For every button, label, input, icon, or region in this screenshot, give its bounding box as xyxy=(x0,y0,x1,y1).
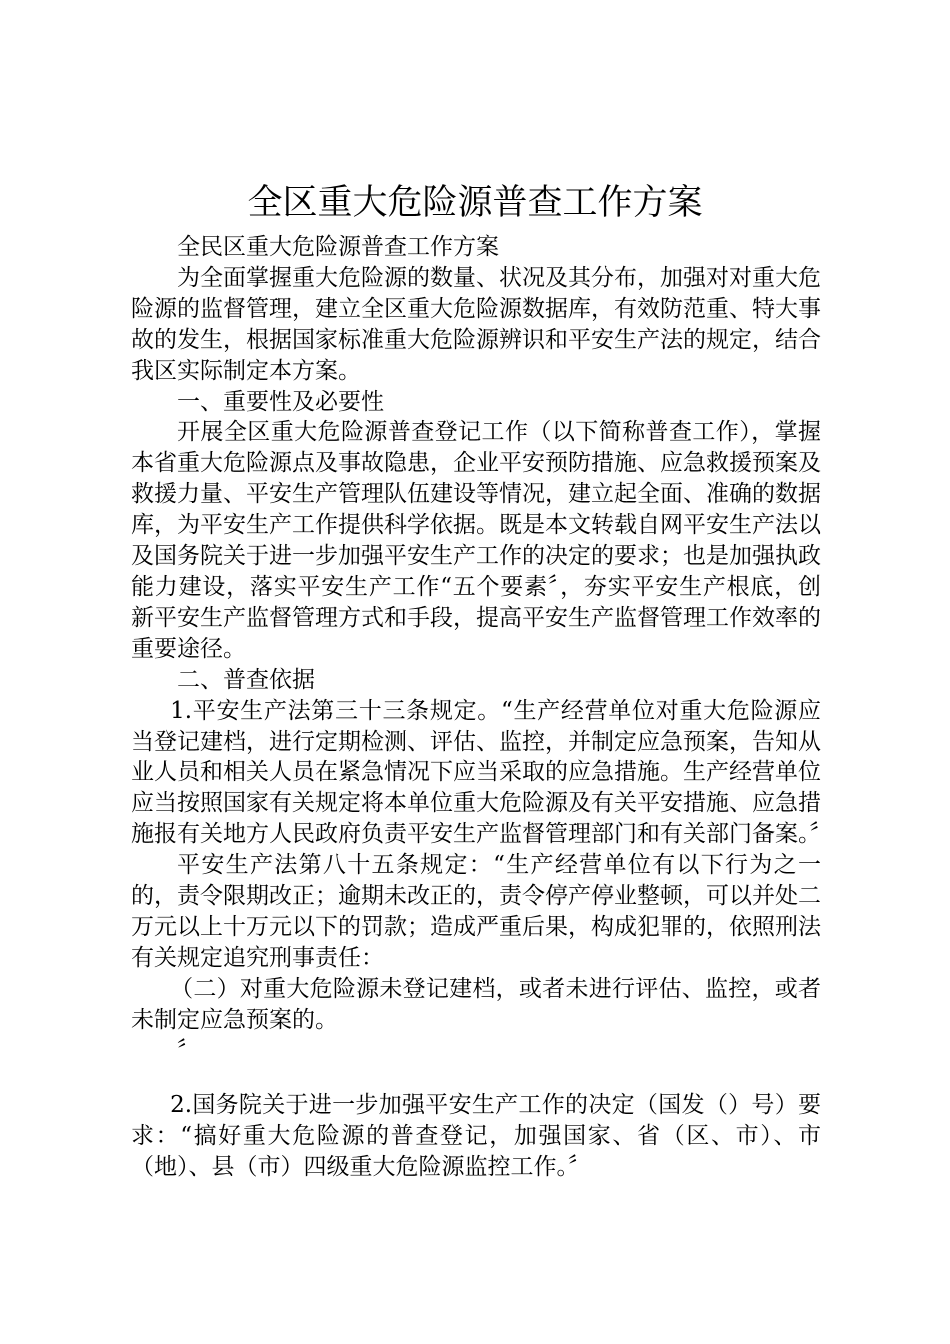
document-body xyxy=(131,232,833,1183)
importance-paragraph: 开展全区重大危险源普查登记工作（以下简称普查工作），掌握本省重大危险源点及事故隐患，企业平安预防措施、应急救援预案及救援力量、平安生产管理队伍建设等情况，建立起全面、准确的数据库，为平安生产工作提供科学依据。既是本文转载自网平安生产法以及国务院关于进一步加强平安生产工作的决定的要求；也是加强执政能力建设，落实平安生产工作“五个要素〞，夯实平安生产根底，创新平安生产监督管理方式和手段，提高平安生产监督管理工作效率的重要途径。 xyxy=(131,419,821,662)
document-title: 全区重大危险源普查工作方案 xyxy=(247,183,703,223)
paragraph-spacer xyxy=(131,1066,821,1090)
closing-quote-mark: 〞 xyxy=(177,1037,200,1064)
article-85-clause-2-paragraph: （二）对重大危险源未登记建档，或者未进行评估、监控，或者未制定应急预案的。 xyxy=(131,975,821,1033)
section-heading-importance: 一、重要性及必要性 xyxy=(177,388,384,415)
basis-item-2-paragraph: 2.国务院关于进一步加强平安生产工作的决定（国发（）号）要求：“搞好重大危险源的普查登记，加强国家、省（区、市）、市（地）、县（市）四级重大危险源监控工作。〞 xyxy=(131,1092,821,1181)
section-heading-basis: 二、普查依据 xyxy=(177,666,315,693)
basis-item-1-paragraph: 1.平安生产法第三十三条规定。“生产经营单位对重大危险源应当登记建档，进行定期检测、评估、监控，并制定应急预案，告知从业人员和相关人员在紧急情况下应当采取的应急措施。生产经营单位应当按照国家有关规定将本单位重大危险源及有关平安措施、应急措施报有关地方人民政府负责平安生产监督管理部门和有关部门备案。〞 xyxy=(131,697,833,848)
article-85-paragraph: 平安生产法第八十五条规定：“生产经营单位有以下行为之一的，责令限期改正；逾期未改正的，责令停产停业整顿，可以并处二万元以上十万元以下的罚款；造成严重后果，构成犯罪的，依照刑法有关规定追究刑事责任： xyxy=(131,852,821,971)
intro-paragraph: 为全面掌握重大危险源的数量、状况及其分布，加强对对重大危险源的监督管理，建立全区重大危险源数据库，有效防范重、特大事故的发生，根据国家标准重大危险源辨识和平安生产法的规定，结合我区实际制定本方案。 xyxy=(131,264,821,384)
subtitle-paragraph: 全民区重大危险源普查工作方案 xyxy=(177,234,499,260)
